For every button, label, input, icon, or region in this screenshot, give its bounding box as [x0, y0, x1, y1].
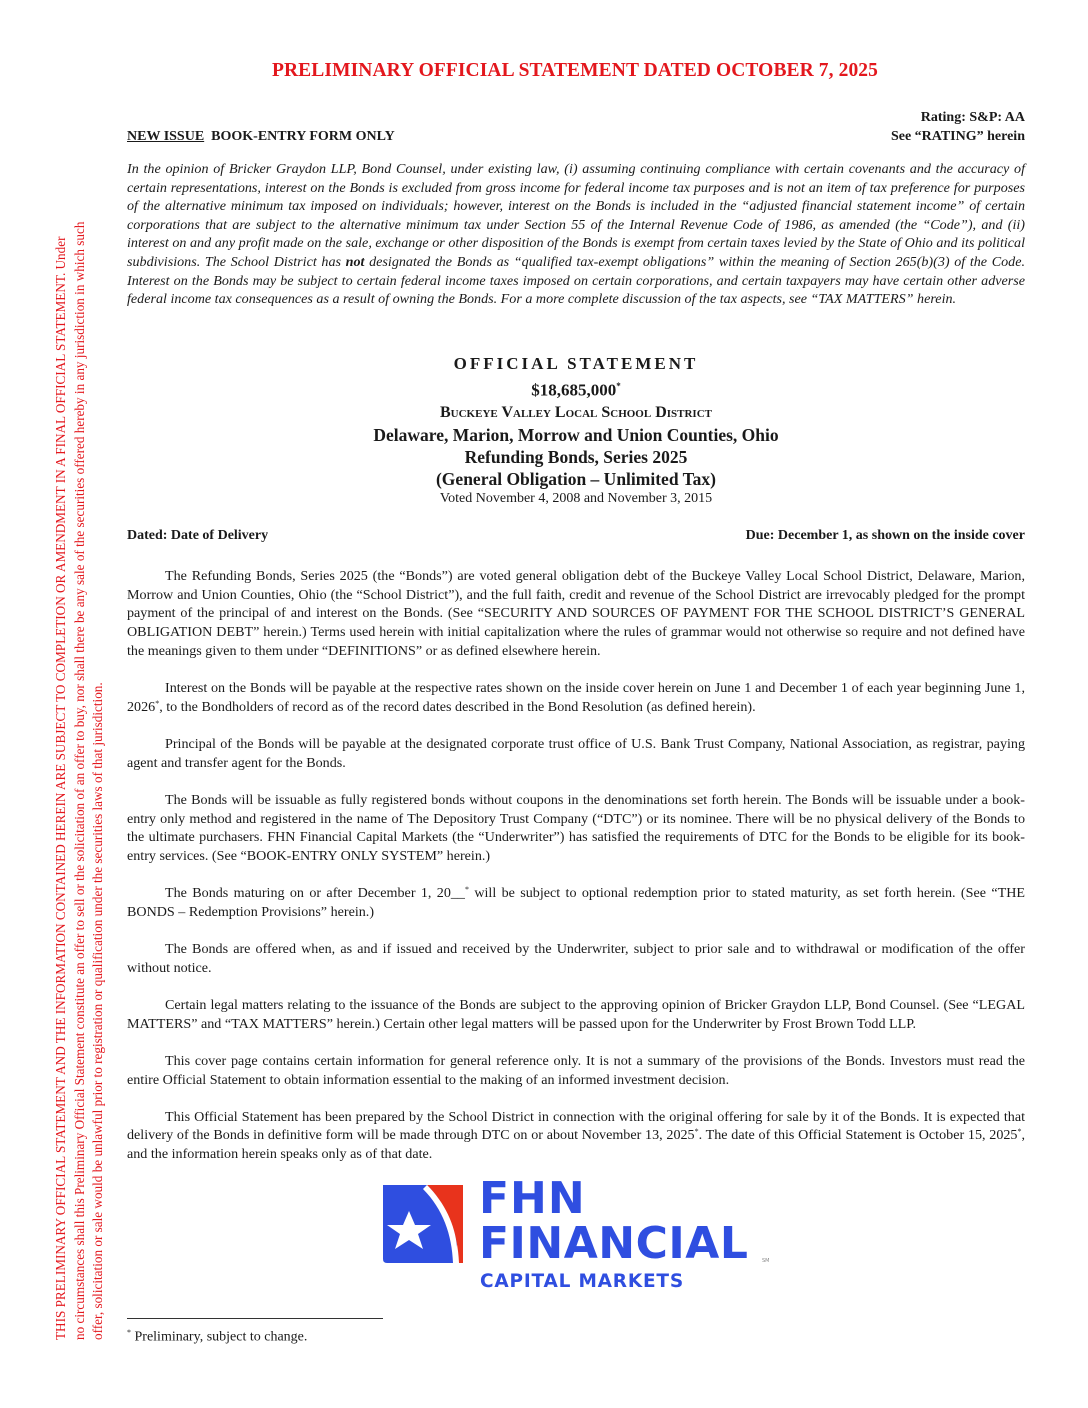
service-mark: SM	[762, 1258, 770, 1264]
due-label: Due: December 1, as shown on the inside cover	[745, 528, 1025, 543]
cover-body	[127, 567, 1025, 1182]
paragraph-reference: This cover page contains certain information for general reference only. It is not a summary of the provisions of the Bonds. Investors must read the entire Official Statement to obtain information essential to the making of an informed investment decision.	[127, 1052, 1025, 1088]
bond-amount	[127, 375, 1025, 402]
bond-series: Refunding Bonds, Series 2025	[464, 446, 688, 467]
paragraph-text: will be subject to optional redemption prior to stated maturity, as set forth herein. (See “THE BONDS – Redemption Provisions” herein.)	[127, 885, 1025, 920]
logo-text-capital-markets: CAPITAL MARKETS	[480, 1271, 684, 1292]
paragraph-text: , to the Bondholders of record as of the record dates described in the Bond Resolution (as defined herein).	[159, 698, 756, 715]
preliminary-marker: *	[1017, 1127, 1022, 1137]
document-title: PRELIMINARY OFFICIAL STATEMENT DATED OCTOBER 7, 2025	[271, 60, 879, 81]
side-disclaimer-line: offer, solicitation or sale would be unlawful prior to registration or qualification under the securities laws of that jurisdiction.	[90, 682, 105, 1340]
dated-due-row	[127, 528, 1025, 544]
counties: Delaware, Marion, Morrow and Union Counties, Ohio	[373, 424, 779, 445]
preliminary-marker: *	[694, 1127, 699, 1137]
rating-label: Rating: S&P: AA	[920, 110, 1025, 125]
issue-type	[127, 129, 395, 145]
book-entry-label: BOOK-ENTRY FORM ONLY	[211, 129, 395, 144]
obligation-type: (General Obligation – Unlimited Tax)	[435, 468, 717, 489]
footnote-divider	[127, 1318, 383, 1319]
paragraph-redemption	[127, 884, 1025, 921]
voted-dates: Voted November 4, 2008 and November 3, 2015	[439, 490, 713, 506]
paragraph-book-entry: The Bonds will be issuable as fully registered bonds without coupons in the denominations set forth herein. The Bonds will be issuable under a book-entry only method and registered in the name of The Depository Trust Company (“DTC”) or its nominee. There will be no physical delivery of the Bonds to the ultimate purchasers. FHN Financial Capital Markets (the “Underwriter”) has satisfied the requirements of DTC for the Bonds to be eligible for its book-entry services. (See “BOOK-ENTRY ONLY SYSTEM” herein.)	[127, 791, 1025, 864]
paragraph-bonds-description: The Refunding Bonds, Series 2025 (the “Bonds”) are voted general obligation debt of the Buckeye Valley Local School District, Delaware, Marion, Morrow and Union Counties, Ohio (the “School District”), and the full faith, credit and revenue of the School District are irrevocably pledged for the prompt payment of the principal of and interest on the Bonds. (See “SECURITY AND SOURCES OF PAYMENT FOR THE SCHOOL DISTRICT’S GENERAL OBLIGATION DEBT” herein.) Terms used herein with initial capitalization where the rules of grammar would not otherwise so require and not defined have the meanings given to them under “DEFINITIONS” or as defined elsewhere herein.	[127, 568, 1025, 659]
tax-opinion-paragraph	[127, 160, 1025, 309]
tax-opinion-text: In the opinion of Bricker Graydon LLP, Bond Counsel, under existing law, (i) assuming continuing compliance with certain covenants and the accuracy of certain representations, interest on the Bonds is excluded from gross income for federal income tax purposes and is not an item of tax preference for purposes of the alternative minimum tax imposed on individuals; however, interest on the Bonds is included in the “adjusted financial statement income” of certain corporations that are subject to the alternative minimum tax under Section 55 of the Internal Revenue Code of 1986, as amended (the “Code”), and (ii) interest on and any profit made on the sale, exchange or other disposition of the Bonds is exempt from certain taxes levied by the State of Ohio and its political subdivisions. The School District has	[127, 161, 1025, 270]
bond-amount-value: $18,685,000	[531, 380, 617, 400]
paragraph-text: . The date of this Official Statement is October 15, 2025	[698, 1127, 1018, 1144]
side-disclaimer-line: THIS PRELIMINARY OFFICIAL STATEMENT AND THE INFORMATION CONTAINED HEREIN ARE SUBJECT TO COMPLETION OR AMENDMENT IN A FINAL OFFICIAL STATEMENT. Under	[53, 236, 68, 1340]
dated-label: Dated: Date of Delivery	[127, 528, 269, 543]
paragraph-text: This Official Statement has been prepared by the School District in connection with the original offering for sale by it of the Bonds. It is expected that delivery of the Bonds in definitive form will be made through DTC on or about November 13, 2025	[127, 1108, 1025, 1144]
star-flag-icon	[381, 1185, 463, 1265]
preliminary-marker: *	[464, 885, 469, 895]
paragraph-legal-matters: Certain legal matters relating to the issuance of the Bonds are subject to the approving opinion of Bricker Graydon LLP, Bond Counsel. (See “LEGAL MATTERS” and “TAX MATTERS” herein.) Certain other legal matters will be passed upon for the Underwriter by Frost Brown Todd LLP.	[127, 996, 1025, 1032]
side-disclaimer-line: no circumstances shall this Preliminary Official Statement constitute an offer to sell or the solicitation of an offer to buy, nor shall there be any sale of the securities offered hereby in any jurisdiction in which such	[71, 221, 87, 1340]
footnote-text: Preliminary, subject to change.	[131, 1329, 308, 1345]
paragraph-interest	[127, 679, 1025, 716]
footnote	[127, 1328, 307, 1346]
underwriter-logo	[381, 1173, 781, 1295]
official-statement-heading: OFFICIAL STATEMENT	[453, 354, 699, 373]
preliminary-marker: *	[155, 698, 160, 708]
cover-title-block	[127, 353, 1025, 508]
tax-opinion-text: designated the Bonds as “qualified tax-exempt obligations” within the meaning of Section 265(b)(3) of the Code. Interest on the Bonds may be subject to certain federal income taxes imposed on certain corporations, and certain taxpayers may have certain other adverse federal income tax consequences as a result of owning the Bonds. For a more complete discussion of the tax aspects, see “TAX MATTERS” herein.	[127, 253, 1025, 308]
paragraph-text: , and the information herein speaks only as of that date.	[127, 1127, 1025, 1163]
see-rating-label: See “RATING” herein	[890, 129, 1025, 144]
district-name: Buckeye Valley Local School District	[440, 403, 712, 421]
side-disclaimer	[52, 110, 108, 1340]
new-issue-label: NEW ISSUE	[127, 129, 205, 144]
paragraph-offering: The Bonds are offered when, as and if issued and received by the Underwriter, subject to prior sale and to withdrawal or modification of the offer without notice.	[127, 941, 1025, 976]
logo-text-financial: FINANCIAL	[479, 1218, 749, 1269]
footnote-marker: *	[127, 1328, 131, 1337]
tax-opinion-emphasis: not	[345, 253, 365, 270]
paragraph-text: The Bonds maturing on or after December 1, 20__	[165, 885, 465, 902]
paragraph-text: Interest on the Bonds will be payable at the respective rates shown on the inside cover herein on June 1 and December 1 of each year beginning June 1, 2026	[127, 680, 1025, 715]
preliminary-marker: *	[616, 381, 621, 391]
paragraph-principal: Principal of the Bonds will be payable at the designated corporate trust office of U.S. Bank Trust Company, National Association, as registrar, paying agent and transfer agent for the Bonds.	[127, 735, 1025, 771]
logo-text-fhn: FHN	[479, 1173, 586, 1224]
issue-row	[127, 129, 1025, 145]
paragraph-delivery	[127, 1108, 1025, 1164]
